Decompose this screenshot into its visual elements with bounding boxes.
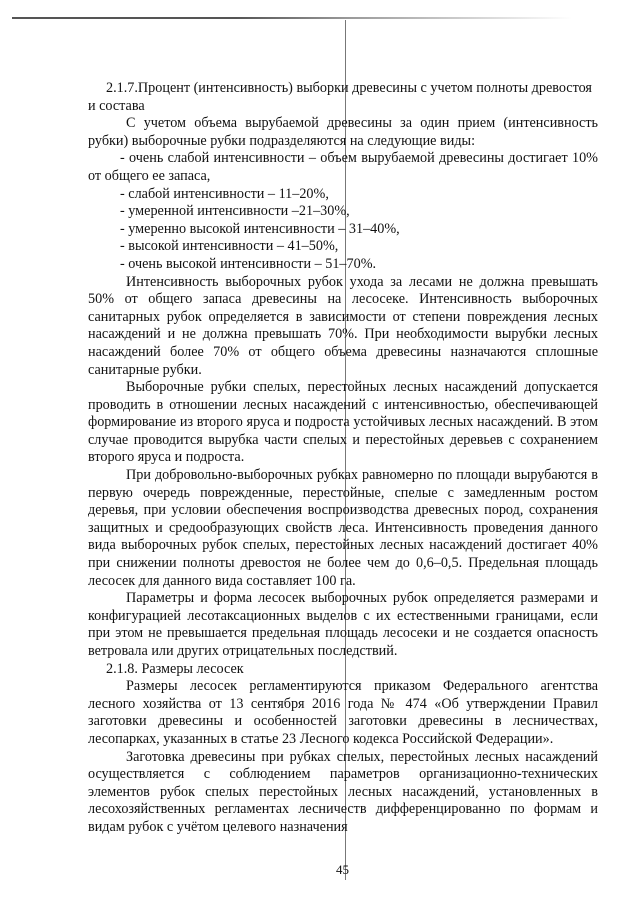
list-item: - слабой интенсивности – 11–20%, (120, 185, 329, 202)
paragraph: Интенсивность выборочных рубок ухода за лесами не должна превышать 50% от общего запаса древесины на лесосеке. Интенсивность выборочных санитарных рубок определяется в зависимости от степени повреждения лесных насаждений и не должна превышать 70%. При необходимости вырубки лесных насаждений более 70% от общего объема древесины назначаются сплошные санитарные рубки. (88, 273, 598, 378)
paragraph: Заготовка древесины при рубках спелых, перестойных лесных насаждений осуществляется с соблюдением параметров организационно-технических элементов рубок спелых перестойных лесных насаждений, установленных в лесохозяйственных регламентах лесничеств дифференцированно по формам и видам рубок с учётом целевого назначения (88, 748, 598, 835)
paragraph: При добровольно-выборочных рубках равномерно по площади вырубаются в первую очередь поврежденные, перестойные, спелые с замедленным ростом деревья, при условии обеспечения воспроизводства древесных пород, сохранения защитных и средообразующих свойств леса. Интенсивность проведения данного вида выборочных рубок спелых, перестойных лесных насаждений достигает 40% при снижении полноты древостоя не более чем до 0,6–0,5. Предельная площадь лесосек для данного вида составляет 100 га. (88, 467, 598, 589)
page-number: 45 (336, 862, 349, 877)
list-item: - умеренно высокой интенсивности – 31–40%, (120, 220, 400, 237)
list-item: - умеренной интенсивности –21–30%, (120, 203, 350, 220)
list-item: - очень слабой интенсивности – объем вырубаемой древесины достигает 10% от общего ее запаса, (88, 150, 598, 184)
list-item: - очень высокой интенсивности – 51–70%. (120, 255, 377, 272)
list-item: - высокой интенсивности – 41–50%, (120, 238, 339, 255)
paragraph: Размеры лесосек регламентируются приказом Федерального агентства лесного хозяйства от 13 сентября 2016 года № 474 «Об утверждении Правил заготовки древесины и особенностей заготовки древесины в лесничествах, лесопарках, указанных в статье 23 Лесного кодекса Российской Федерации». (88, 678, 598, 747)
paragraph: Параметры и форма лесосек выборочных рубок определяется размерами и конфигурацией лесотаксационных выделов с их естественными границами, если при этом не превышается предельная площадь лесосеки и не создается опасность ветровала или других отрицательных последствий. (88, 590, 598, 659)
paragraph-intro: С учетом объема вырубаемой древесины за один прием (интенсивность рубки) выборочные рубки подразделяются на следующие виды: (88, 115, 598, 149)
document-page (88, 80, 598, 837)
section-heading-2-1-7: 2.1.7.Процент (интенсивность) выборки древесины с учетом полноты древостоя и состава (88, 80, 592, 114)
scan-edge-line (12, 17, 572, 19)
section-heading-2-1-8: 2.1.8. Размеры лесосек (106, 660, 244, 677)
paragraph: Выборочные рубки спелых, перестойных лесных насаждений допускается проводить в отношении лесных насаждений с интенсивностью, обеспечивающей формирование из второго яруса и подроста устойчивых лесных насаждений. В этом случае проводится вырубка части спелых и перестойных деревьев с сохранением второго яруса и подроста. (88, 379, 598, 466)
